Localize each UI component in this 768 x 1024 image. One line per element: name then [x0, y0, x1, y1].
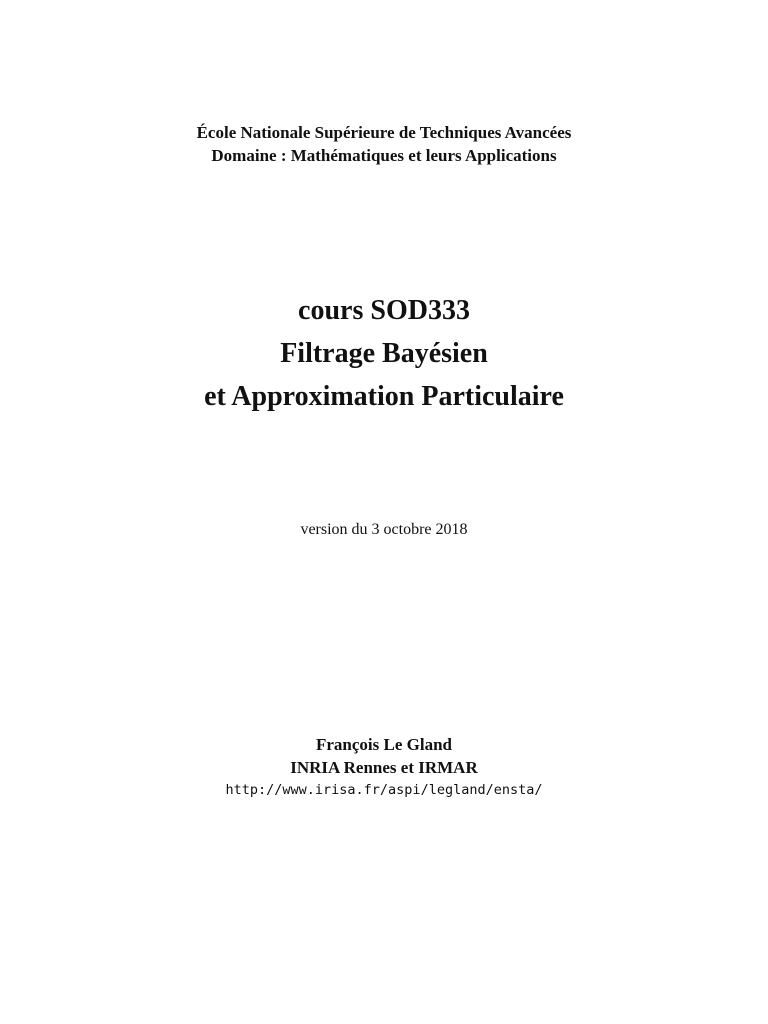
version-date: version du 3 octobre 2018 [300, 521, 468, 538]
author-affiliation: INRIA Rennes et IRMAR [290, 758, 478, 777]
author-info [0, 733, 768, 802]
institution-header [0, 121, 768, 167]
school-name: École Nationale Supérieure de Techniques Avancées [196, 123, 572, 142]
title-line-2: Filtrage Bayésien [280, 338, 488, 369]
title-line-3: et Approximation Particulaire [204, 381, 564, 412]
course-code: cours SOD333 [298, 295, 470, 326]
domain-name: Domaine : Mathématiques et leurs Applications [211, 146, 557, 165]
author-name: François Le Gland [315, 735, 452, 754]
version-info [0, 519, 768, 541]
author-url-link[interactable]: http://www.irisa.fr/aspi/legland/ensta/ [225, 782, 543, 798]
document-title [0, 289, 768, 418]
